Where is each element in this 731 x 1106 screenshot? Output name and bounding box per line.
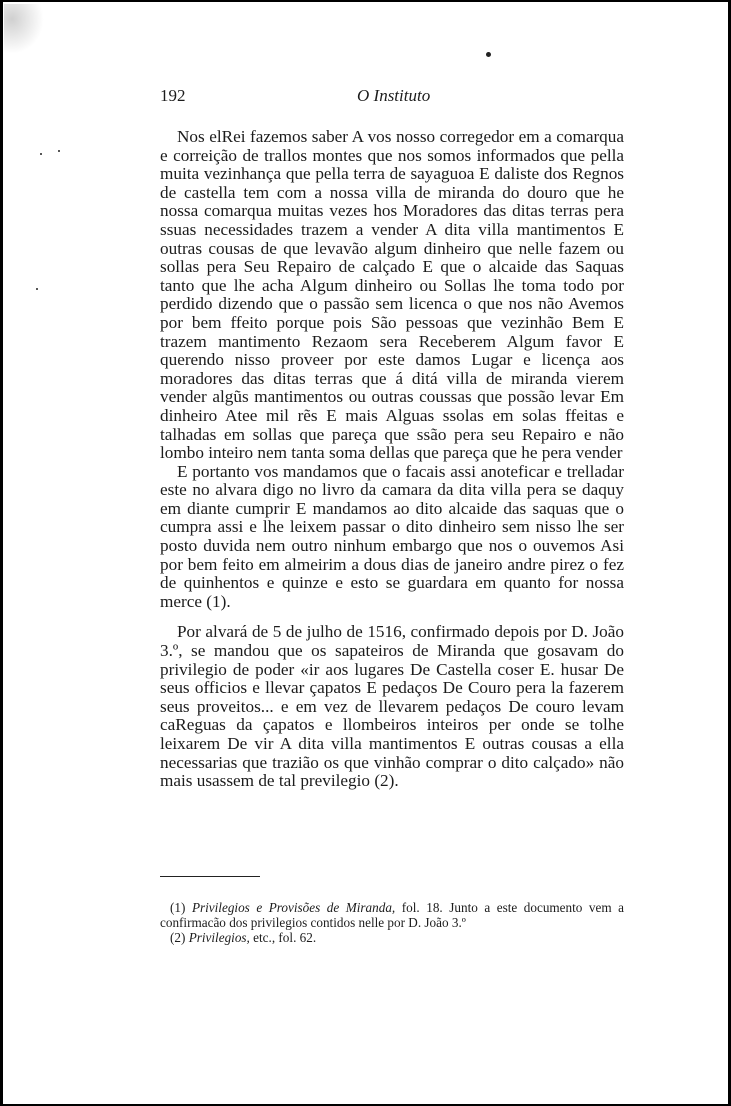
scan-speck	[36, 288, 38, 290]
scan-smudge	[4, 4, 44, 54]
footnote-source: Privilegios e Provisões de Miranda,	[191, 900, 396, 915]
paragraph: Nos elRei fazemos saber A vos nosso corregedor em a comarqua e correição de trallos montes que nos somos informados que pella muita vezinhança que pella terra de sayaguoa E daliste dos Regnos de castella tem com a nossa villa de miranda do douro que he nossa comarqua muitas vezes hos Moradores das ditas terras pera ssuas necessidades trazem a vender A dita villa mantimentos E outras cousas de que levavão algum dinheiro que nelle fazem ou sollas pera Seu Repairo de calçado E que o alcaide das Saquas tanto que lhe acha Algum dinheiro ou Sollas lhe toma todo por perdido dizendo que o passão sem licenca o que nos não Avemos por bem ffeito porque pois São pessoas que vezinhão Bem E trazem mantimento Rezaom sera Receberem Algum favor E querendo nisso proveer por este damos Lugar e licença aos moradores das ditas terras que á ditá villa de miranda vierem vender algũs mantimentos ou outras coussas que possão levar Em dinheiro Atee mil rẽs E mais Alguas ssolas em solas ffeitas e talhadas em sollas que pareça que ssão pera seu Repairo e não lombo inteiro nem tanta soma dellas que pareça que he pera vender	[160, 127, 624, 463]
footnote	[160, 900, 624, 930]
paragraph: Por alvará de 5 de julho de 1516, confirmado depois por D. João 3.º, se mandou que os sapateiros de Miranda que gosavam do privilegio de poder «ir aos lugares De Castella coser E. husar De seus officios e llevar çapatos E pedaços De Couro pera la fazerem seus proveitos... e em vez de llevarem pedaços De couro levam caReguas da çapatos e llombeiros inteiros per onde se tolhe leixarem De vir A dita villa mantimentos E outras cousas a ella necessarias que trazião os que vinhão comprar o dito calçado» não mais usassem de tal previlegio (2).	[160, 622, 624, 791]
body-text	[160, 128, 624, 791]
footnote-marker: (2)	[170, 930, 186, 945]
footnote-marker: (1)	[170, 900, 186, 915]
footnote-source: Privilegios,	[188, 930, 250, 945]
page-number: 192	[160, 86, 186, 105]
scan-speck	[486, 52, 491, 57]
scan-speck	[58, 150, 60, 152]
footnote-text: fol. 18. Junto a este documento vem a confirmacão dos privilegios contidos nelle por D. João 3.º	[160, 900, 624, 930]
footnote	[160, 930, 624, 945]
footnotes	[160, 900, 624, 945]
running-title: O Instituto	[357, 86, 431, 105]
page-header	[160, 86, 620, 110]
footnote-divider	[160, 876, 260, 877]
footnote-text: etc., fol. 62.	[249, 930, 317, 945]
paragraph: E portanto vos mandamos que o facais assi anoteficar e trelladar este no alvara digo no livro da camara da dita villa pera se daquy em diante cumprir E mandamos ao dito alcaide das saquas que o cumpra assi e lhe leixem passar o dito dinheiro sem nisso lhe ser posto duvida nem outro ninhum embargo que nos o ouvemos Asi por bem feito em almeirim a dous dias de janeiro andre pirez o fez de quinhentos e quinze e esto se guardara em quanto for nossa merce (1).	[160, 461, 624, 611]
scan-speck	[40, 153, 42, 155]
